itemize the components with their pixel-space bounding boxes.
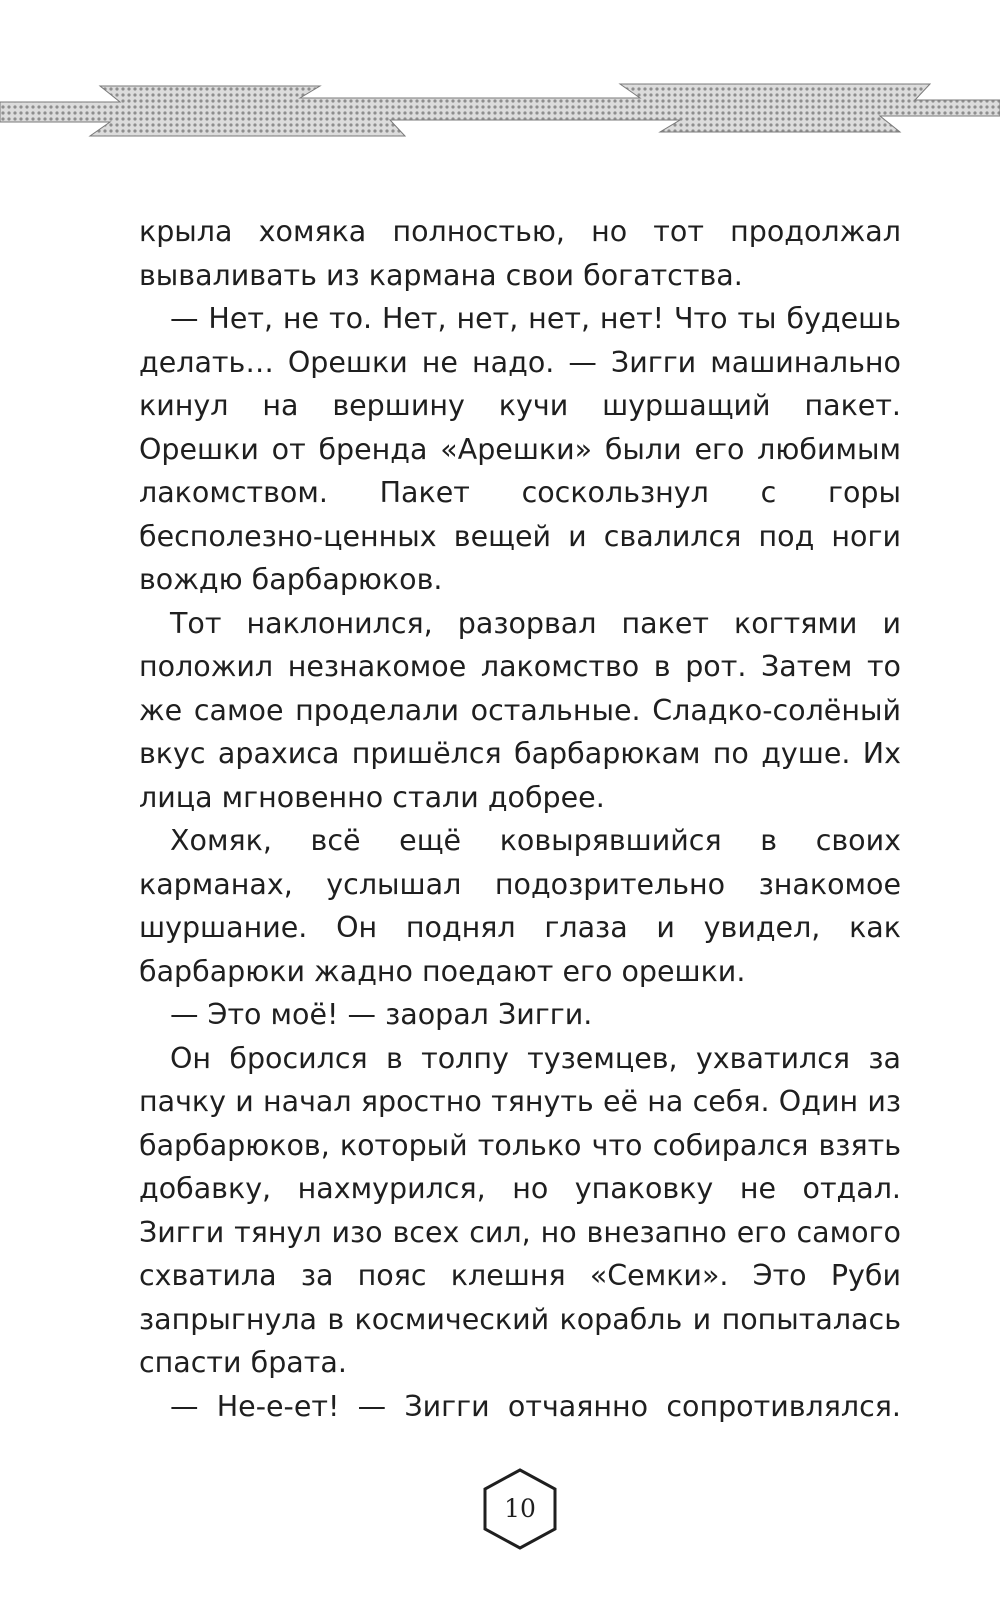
paragraph: — Это моё! — заорал Зигги. [170, 998, 593, 1031]
halftone-zigzag-banner [0, 80, 1000, 160]
paragraph: — Нет, не то. Нет, нет, нет, нет! Что ты будешь делать… Орешки не надо. — Зигги машинально кинул на вершину кучи шуршащий пакет. Орешки от бренда «Арешки» были его любимым лакомством. Пакет соскользнул с горы бесполезно-ценных вещей и свалился под ноги вождю барбарюков. [139, 302, 901, 596]
paragraph: крыла хомяка полностью, но тот продолжал вываливать из кармана свои богатства. [139, 215, 901, 292]
page-number [482, 1468, 558, 1550]
page-number-label: 10 [504, 1494, 536, 1523]
paragraph: Тот наклонился, разорвал пакет когтями и положил незнакомое лакомство в рот. Затем то же самое проделали остальные. Сладко-солёный вкус арахиса пришёлся барбарюкам по душе. Их лица мгновенно стали добрее. [139, 606, 901, 814]
paragraph: Хомяк, всё ещё ковырявшийся в своих карманах, услышал подозрительно знакомое шуршание. Он поднял глаза и увидел, как барбарюки жадно поедают его орешки. [139, 824, 901, 988]
paragraph: Он бросился в толпу туземцев, ухватился за пачку и начал яростно тянуть её на себя. Один из барбарюков, который только что собирался взять добавку, нахмурился, но упаковку не отдал. Зигги тянул изо всех сил, но внезапно его самого схватила за пояс клешня «Семки». Это Руби запрыгнула в космический корабль и попыталась спасти брата. [139, 1041, 901, 1379]
body-text [139, 210, 901, 1428]
paragraph: — Не-е-ет! — Зигги отчаянно сопротивлялся. [170, 1389, 901, 1423]
zigzag-stripe [0, 84, 1000, 136]
